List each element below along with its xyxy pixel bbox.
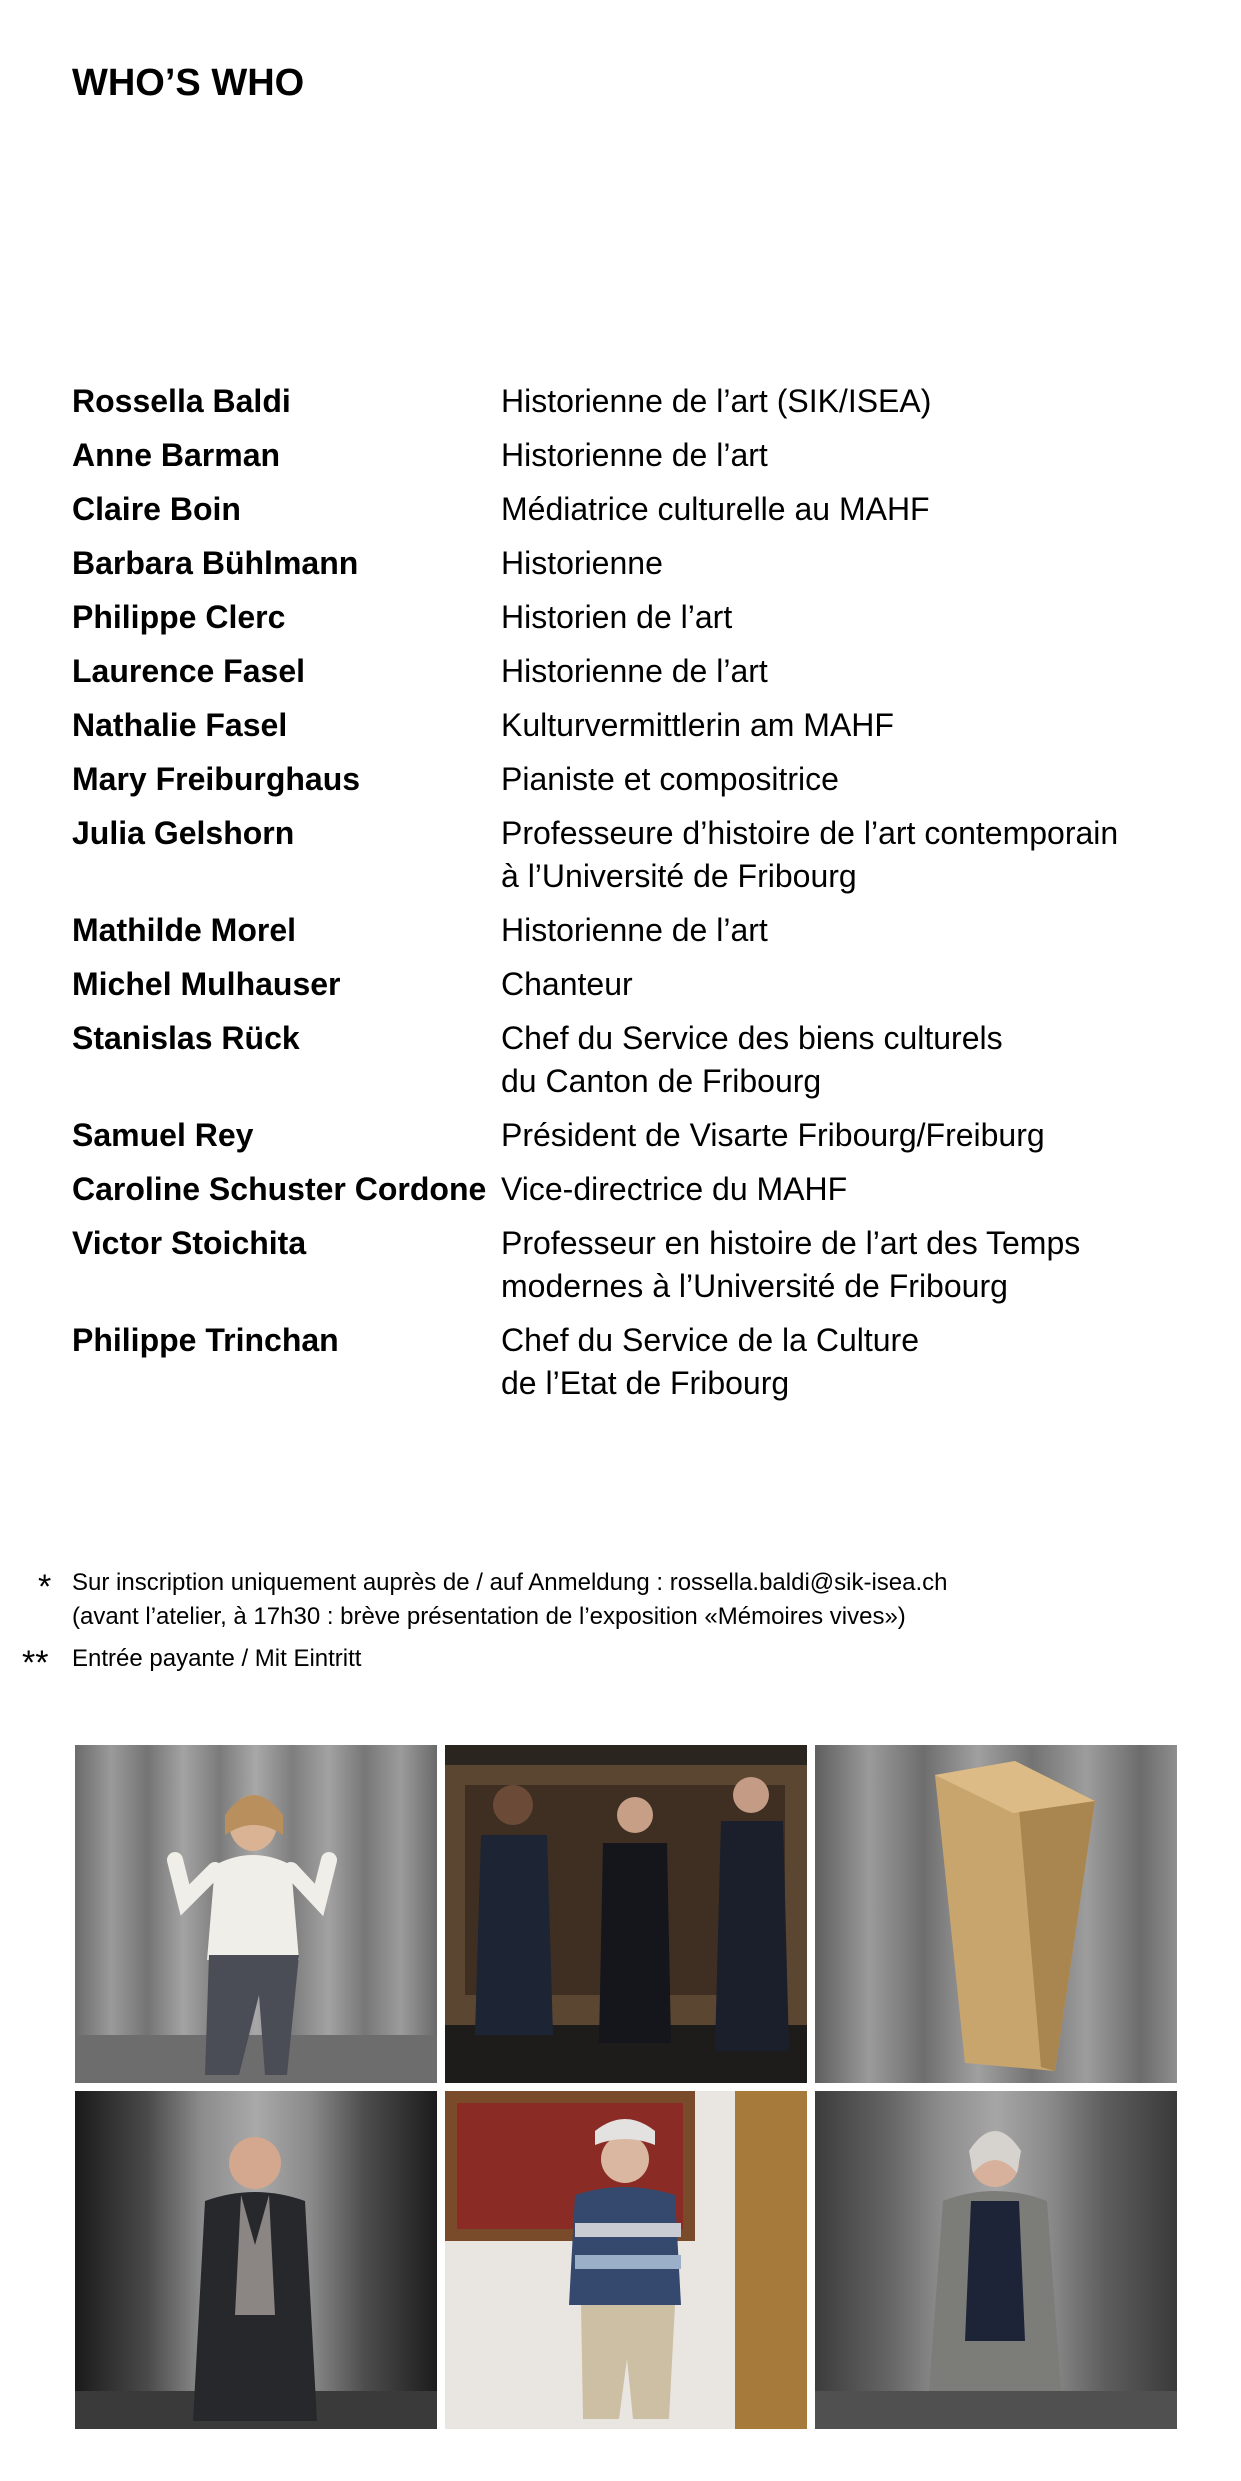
- person-role: [501, 909, 1172, 952]
- person-role-line: Professeure d’histoire de l’art contemporain: [501, 815, 1119, 851]
- person-name: Philippe Clerc: [72, 599, 286, 635]
- person-role-line: du Canton de Fribourg: [501, 1063, 822, 1099]
- person-name: Julia Gelshorn: [72, 815, 295, 851]
- person-role-line: Historienne: [501, 545, 663, 581]
- person-row: [72, 596, 1172, 639]
- photo-man-with-scarf: [75, 2091, 437, 2429]
- person-row: [72, 380, 1172, 423]
- person-role: [501, 1319, 1172, 1405]
- person-role-line: Historienne de l’art: [501, 437, 768, 473]
- person-role-line: Kulturvermittlerin am MAHF: [501, 707, 894, 743]
- footnote-line: (avant l’atelier, à 17h30 : brève présentation de l’exposition «Mémoires vives»): [72, 1603, 906, 1630]
- person-row: [72, 1168, 1172, 1211]
- person-name: Claire Boin: [72, 491, 241, 527]
- person-role: [501, 1017, 1172, 1103]
- person-role: [501, 1114, 1172, 1157]
- person-name: Victor Stoichita: [72, 1225, 307, 1261]
- person-role-line: Historien de l’art: [501, 599, 733, 635]
- person-role-line: Historienne de l’art: [501, 912, 768, 948]
- person-name: Caroline Schuster Cordone: [72, 1171, 487, 1207]
- person-role-line: Président de Visarte Fribourg/Freiburg: [501, 1117, 1045, 1153]
- person-role: [501, 963, 1172, 1006]
- people-list: [72, 380, 1172, 1416]
- person-name: Nathalie Fasel: [72, 707, 288, 743]
- person-name: Mary Freiburghaus: [72, 761, 361, 797]
- person-role: [501, 380, 1172, 423]
- person-name: Samuel Rey: [72, 1117, 254, 1153]
- person-row: [72, 434, 1172, 477]
- person-role-line: Vice-directrice du MAHF: [501, 1171, 848, 1207]
- photo-woman-cheering: [75, 1745, 437, 2083]
- person-role: [501, 488, 1172, 531]
- person-role-line: Chanteur: [501, 966, 633, 1002]
- person-name: Mathilde Morel: [72, 912, 297, 948]
- person-row: [72, 1222, 1172, 1308]
- person-role-line: à l’Université de Fribourg: [501, 858, 857, 894]
- person-row: [72, 1319, 1172, 1405]
- person-row: [72, 704, 1172, 747]
- footnotes: [0, 1566, 1241, 1682]
- photo-elderly-man-painting: [445, 2091, 807, 2429]
- person-name: Barbara Bühlmann: [72, 545, 359, 581]
- photo-woman-grey-cardigan: [815, 2091, 1177, 2429]
- person-name: Anne Barman: [72, 437, 281, 473]
- person-role-line: modernes à l’Université de Fribourg: [501, 1268, 1008, 1304]
- photo-gallery: [75, 1745, 1177, 2429]
- footnote: [0, 1566, 1241, 1634]
- person-role: [501, 596, 1172, 639]
- person-role-line: Pianiste et compositrice: [501, 761, 839, 797]
- footnote-line: Sur inscription uniquement auprès de / auf Anmeldung : rossella.baldi@sik-isea.ch: [72, 1569, 948, 1596]
- person-row: [72, 1114, 1172, 1157]
- person-role-line: Chef du Service de la Culture: [501, 1322, 919, 1358]
- person-row: [72, 1017, 1172, 1103]
- person-role-line: Historienne de l’art (SIK/ISEA): [501, 383, 932, 419]
- person-role: [501, 704, 1172, 747]
- person-row: [72, 758, 1172, 801]
- person-row: [72, 488, 1172, 531]
- footnote: [0, 1642, 1241, 1682]
- person-role: [501, 812, 1172, 898]
- person-row: [72, 909, 1172, 952]
- page-title: WHO’S WHO: [72, 62, 305, 104]
- person-role-line: Professeur en histoire de l’art des Temps: [501, 1225, 1081, 1261]
- person-row: [72, 963, 1172, 1006]
- person-role-line: Chef du Service des biens culturels: [501, 1020, 1003, 1056]
- person-row: [72, 812, 1172, 898]
- person-name: Rossella Baldi: [72, 383, 291, 419]
- footnote-mark: *: [38, 1568, 52, 1606]
- person-role: [501, 434, 1172, 477]
- person-name: Laurence Fasel: [72, 653, 305, 689]
- person-name: Stanislas Rück: [72, 1020, 300, 1056]
- photo-three-men-artwork: [445, 1745, 807, 2083]
- footnote-text: [72, 1642, 1241, 1676]
- person-row: [72, 650, 1172, 693]
- person-role: [501, 1222, 1172, 1308]
- person-role: [501, 650, 1172, 693]
- person-row: [72, 542, 1172, 585]
- footnote-mark: **: [22, 1644, 49, 1682]
- footnote-line: Entrée payante / Mit Eintritt: [72, 1645, 362, 1672]
- person-name: Philippe Trinchan: [72, 1322, 339, 1358]
- person-role: [501, 758, 1172, 801]
- photo-cardboard-box: [815, 1745, 1177, 2083]
- person-role-line: de l’Etat de Fribourg: [501, 1365, 790, 1401]
- person-role: [501, 542, 1172, 585]
- person-role: [501, 1168, 1172, 1211]
- footnote-text: [72, 1566, 1241, 1634]
- person-name: Michel Mulhauser: [72, 966, 341, 1002]
- person-role-line: Historienne de l’art: [501, 653, 768, 689]
- person-role-line: Médiatrice culturelle au MAHF: [501, 491, 930, 527]
